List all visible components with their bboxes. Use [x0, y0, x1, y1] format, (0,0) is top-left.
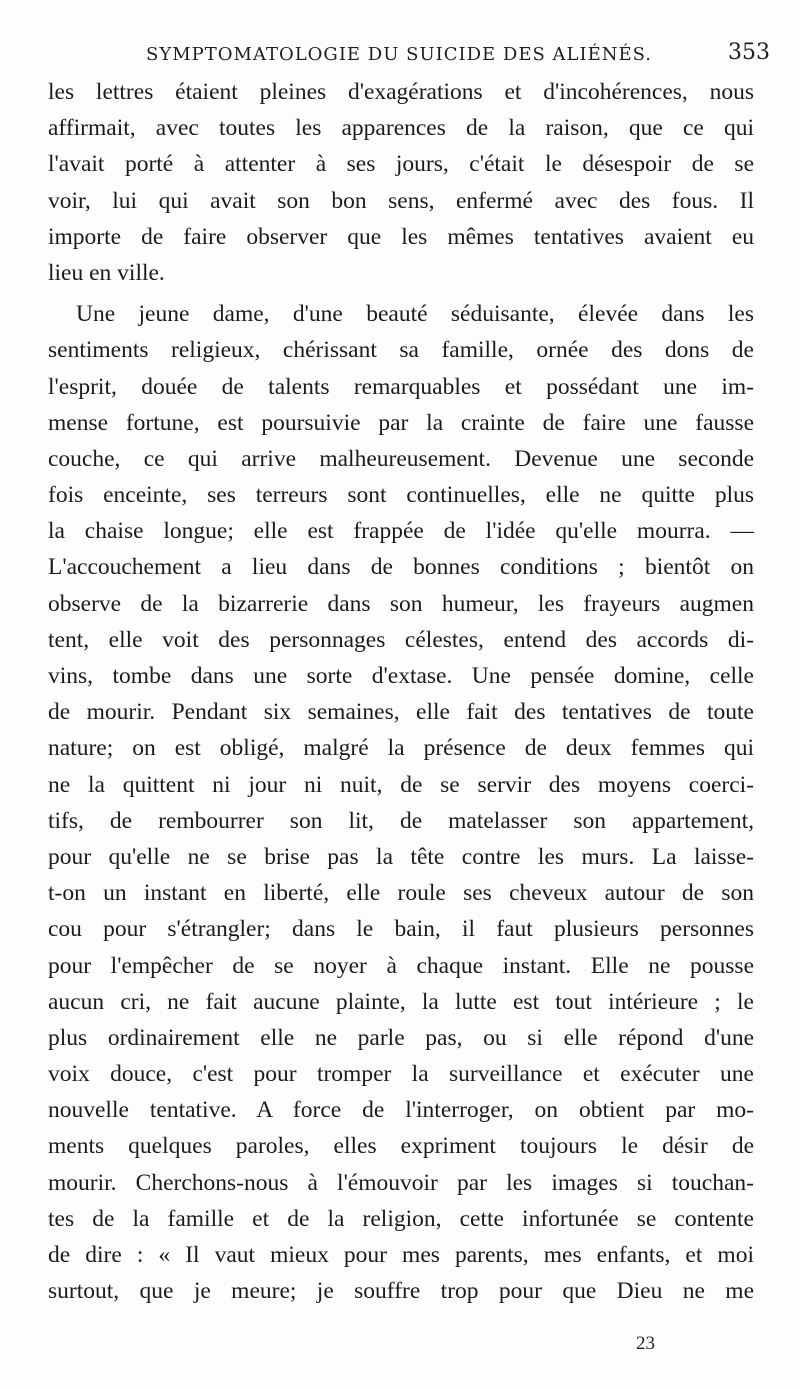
text-line: L'accouchement a lieu dans de bonnes conditions ; bientôt on — [48, 554, 754, 581]
text-line: pour qu'elle ne se brise pas la tête contre les murs. La laisse- — [48, 843, 754, 870]
text-line: tifs, de rembourrer son lit, de matelasser son appartement, — [48, 807, 754, 834]
paragraph — [48, 74, 754, 291]
text-line: voix douce, c'est pour tromper la surveillance et exécuter une — [48, 1061, 754, 1088]
running-title: SYMPTOMATOLOGIE DU SUICIDE DES ALIÉNÉS. — [146, 44, 653, 65]
text-line: nouvelle tentative. A force de l'interroger, on obtient par mo- — [48, 1097, 754, 1124]
text-line: la chaise longue; elle est frappée de l'idée qu'elle mourra. — — [48, 518, 754, 545]
text-line: Une jeune dame, d'une beauté séduisante, élevée dans les — [76, 301, 754, 328]
text-line: de mourir. Pendant six semaines, elle fait des tentatives de toute — [48, 699, 754, 726]
text-line: voir, lui qui avait son bon sens, enfermé avec des fous. Il — [48, 187, 754, 214]
text-line: ne la quittent ni jour ni nuit, de se servir des moyens coerci- — [48, 771, 754, 798]
text-line: mense fortune, est poursuivie par la crainte de faire une fausse — [48, 409, 754, 436]
text-line: les lettres étaient pleines d'exagérations et d'incohérences, nous — [48, 79, 754, 105]
body-text — [48, 74, 754, 1309]
text-line: tes de la famille et de la religion, cette infortunée se contente — [48, 1205, 754, 1232]
text-line: l'avait porté à attenter à ses jours, c'était le désespoir de se — [48, 151, 754, 178]
text-line: nature; on est obligé, malgré la présence de deux femmes qui — [48, 735, 754, 762]
text-line: affirmait, avec toutes les apparences de la raison, que ce qui — [48, 115, 754, 142]
text-line: fois enceinte, ses terreurs sont continuelles, elle ne quitte plus — [48, 482, 754, 509]
text-line: t-on un instant en liberté, elle roule ses cheveux autour de son — [48, 880, 754, 907]
text-line: vins, tombe dans une sorte d'extase. Une pensée domine, celle — [48, 663, 754, 689]
text-line: pour l'empêcher de se noyer à chaque instant. Elle ne pousse — [48, 952, 754, 979]
text-line: ments quelques paroles, elles expriment toujours le désir de — [48, 1133, 754, 1160]
text-line: de dire : « Il vaut mieux pour mes parents, mes enfants, et moi — [48, 1242, 754, 1268]
text-line: cou pour s'étrangler; dans le bain, il faut plusieurs personnes — [48, 916, 754, 943]
text-line: couche, ce qui arrive malheureusement. Devenue une seconde — [48, 445, 754, 472]
paragraph — [48, 291, 754, 1309]
text-line: aucun cri, ne fait aucune plainte, la lutte est tout intérieure ; le — [48, 988, 754, 1015]
text-line: tent, elle voit des personnages célestes, entend des accords di- — [48, 626, 754, 653]
text-line: surtout, que je meure; je souffre trop pour que Dieu ne me — [48, 1278, 754, 1305]
text-line: sentiments religieux, chérissant sa famille, ornée des dons de — [48, 337, 754, 364]
text-line: mourir. Cherchons-nous à l'émouvoir par les images si touchan- — [48, 1169, 754, 1196]
signature-mark: 23 — [636, 1333, 655, 1354]
page-number: 353 — [728, 40, 770, 65]
running-header — [48, 36, 770, 76]
text-line: lieu en ville. — [48, 259, 165, 286]
text-line: l'esprit, douée de talents remarquables et possédant une im- — [48, 373, 754, 400]
text-line: plus ordinairement elle ne parle pas, ou si elle répond d'une — [48, 1024, 754, 1051]
text-line: importe de faire observer que les mêmes tentatives avaient eu — [48, 223, 754, 250]
text-line: observe de la bizarrerie dans son humeur, les frayeurs augmen — [48, 590, 754, 617]
